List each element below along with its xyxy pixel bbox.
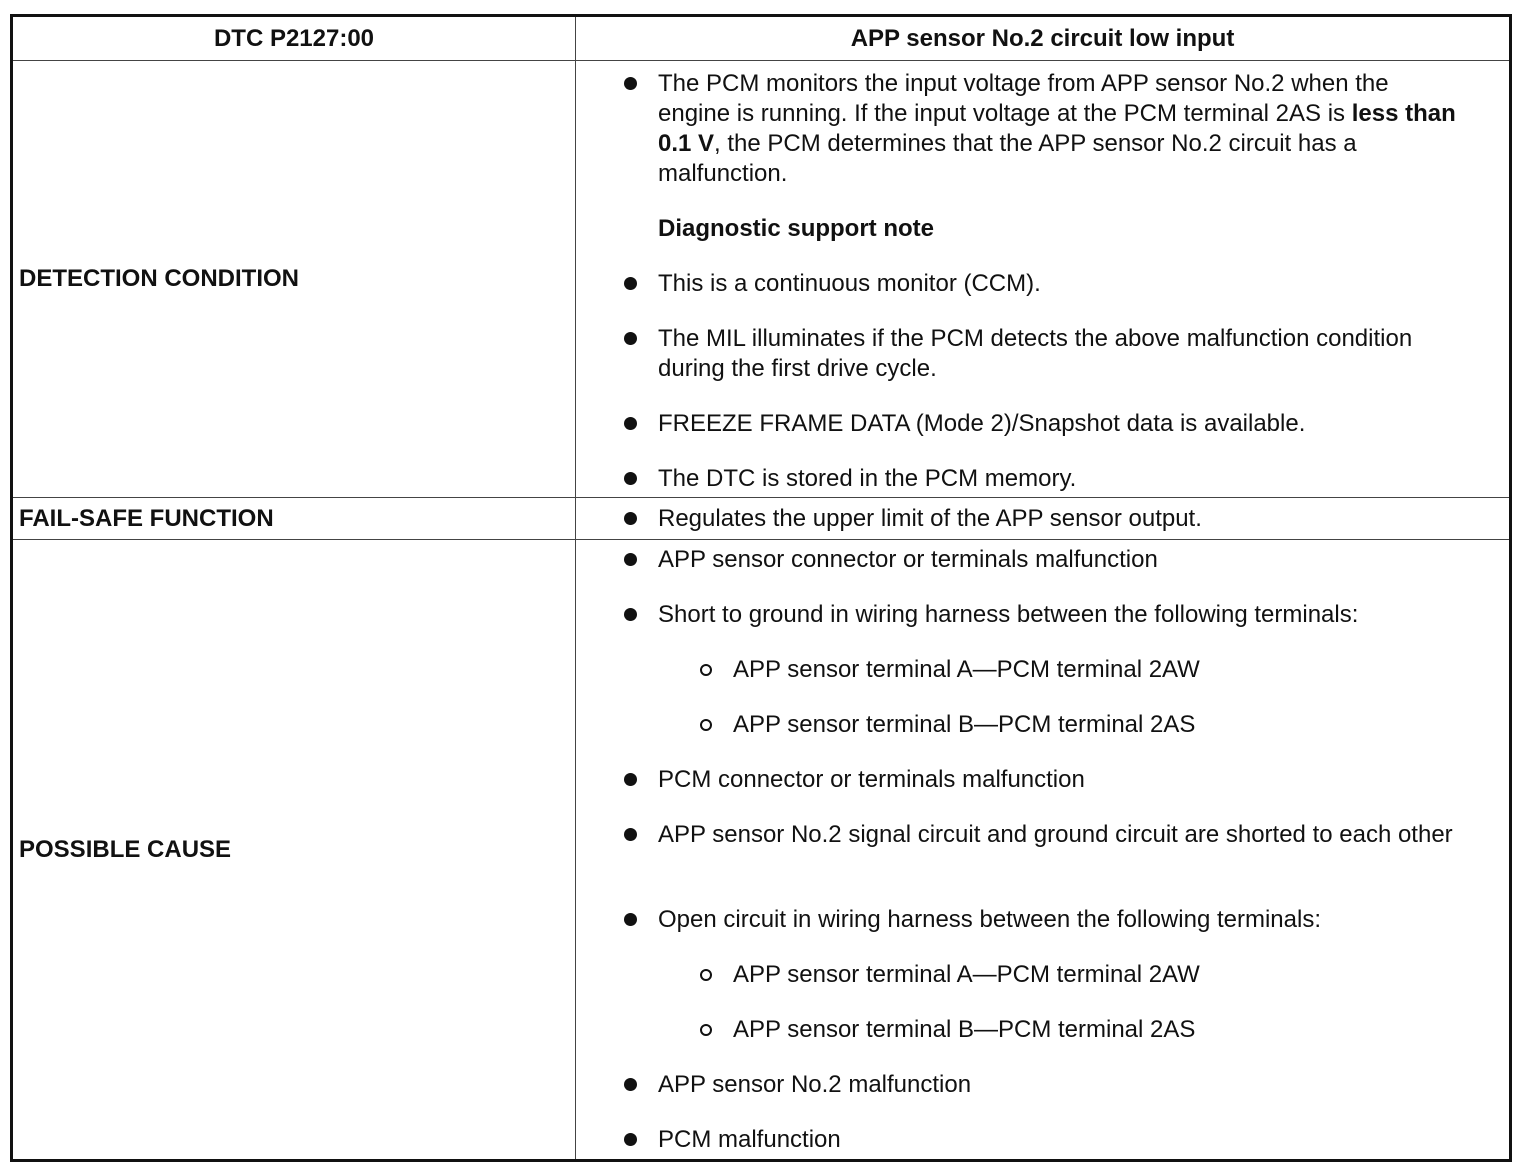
cause-text: APP sensor connector or terminals malfunction (658, 546, 1158, 573)
dtc-table (10, 14, 1512, 1162)
cause-text: Open circuit in wiring harness between the following terminals: (658, 906, 1321, 933)
bullet-icon (624, 472, 637, 485)
bullet-icon (624, 1133, 637, 1146)
possible-cause-label: POSSIBLE CAUSE (19, 835, 232, 863)
note-text: This is a continuous monitor (CCM). (658, 270, 1041, 297)
bullet-icon (624, 512, 637, 525)
failsafe-text: Regulates the upper limit of the APP sensor output. (658, 505, 1202, 532)
header-row (13, 17, 1509, 61)
support-note-title: Diagnostic support note (658, 215, 934, 242)
failsafe-content (576, 498, 1509, 539)
cause-text: PCM malfunction (658, 1126, 841, 1153)
possible-cause-content (576, 540, 1509, 1159)
failsafe-row (13, 498, 1509, 540)
note-text: FREEZE FRAME DATA (Mode 2)/Snapshot data is available. (658, 410, 1306, 437)
failsafe-label: FAIL-SAFE FUNCTION (19, 504, 274, 532)
bullet-icon (624, 417, 637, 430)
detection-condition-content (576, 61, 1509, 497)
cause-text: APP sensor No.2 malfunction (658, 1071, 972, 1098)
detection-threshold: less than 0.1 V (658, 100, 1456, 157)
cause-subtext: APP sensor terminal B—PCM terminal 2AS (733, 711, 1196, 738)
detection-text-part: The PCM monitors the input voltage from APP sensor No.2 when the engine is running. If the input voltage at the PCM terminal 2AS is (658, 70, 1389, 127)
column-divider (575, 17, 576, 60)
possible-cause-row (13, 540, 1509, 1159)
bullet-icon (624, 913, 637, 926)
cause-text: APP sensor No.2 signal circuit and ground circuit are shorted to each other (658, 821, 1453, 848)
bullet-icon (624, 828, 637, 841)
bullet-icon (624, 277, 637, 290)
cause-subtext: APP sensor terminal B—PCM terminal 2AS (733, 1016, 1196, 1043)
cause-subtext: APP sensor terminal A—PCM terminal 2AW (733, 961, 1200, 988)
hollow-bullet-icon (700, 719, 712, 731)
bullet-icon (624, 77, 637, 90)
dtc-code: DTC P2127:00 (213, 24, 375, 52)
detection-condition-row (13, 61, 1509, 498)
bullet-icon (624, 773, 637, 786)
detection-condition-label: DETECTION CONDITION (19, 265, 299, 292)
hollow-bullet-icon (700, 1024, 712, 1036)
hollow-bullet-icon (700, 969, 712, 981)
dtc-title: APP sensor No.2 circuit low input (850, 24, 1235, 52)
hollow-bullet-icon (700, 664, 712, 676)
cause-text: PCM connector or terminals malfunction (658, 766, 1085, 793)
detection-text-part: , the PCM determines that the APP sensor No.2 circuit has a malfunction. (658, 130, 1357, 187)
cause-text: Short to ground in wiring harness between the following terminals: (658, 601, 1359, 628)
bullet-icon (624, 1078, 637, 1091)
note-text: The MIL illuminates if the PCM detects the above malfunction condition during the first drive cycle. (658, 325, 1413, 382)
bullet-icon (624, 332, 637, 345)
bullet-icon (624, 553, 637, 566)
cause-subtext: APP sensor terminal A—PCM terminal 2AW (733, 656, 1200, 683)
note-text: The DTC is stored in the PCM memory. (658, 465, 1077, 492)
bullet-icon (624, 608, 637, 621)
detection-main-text (658, 69, 1459, 189)
